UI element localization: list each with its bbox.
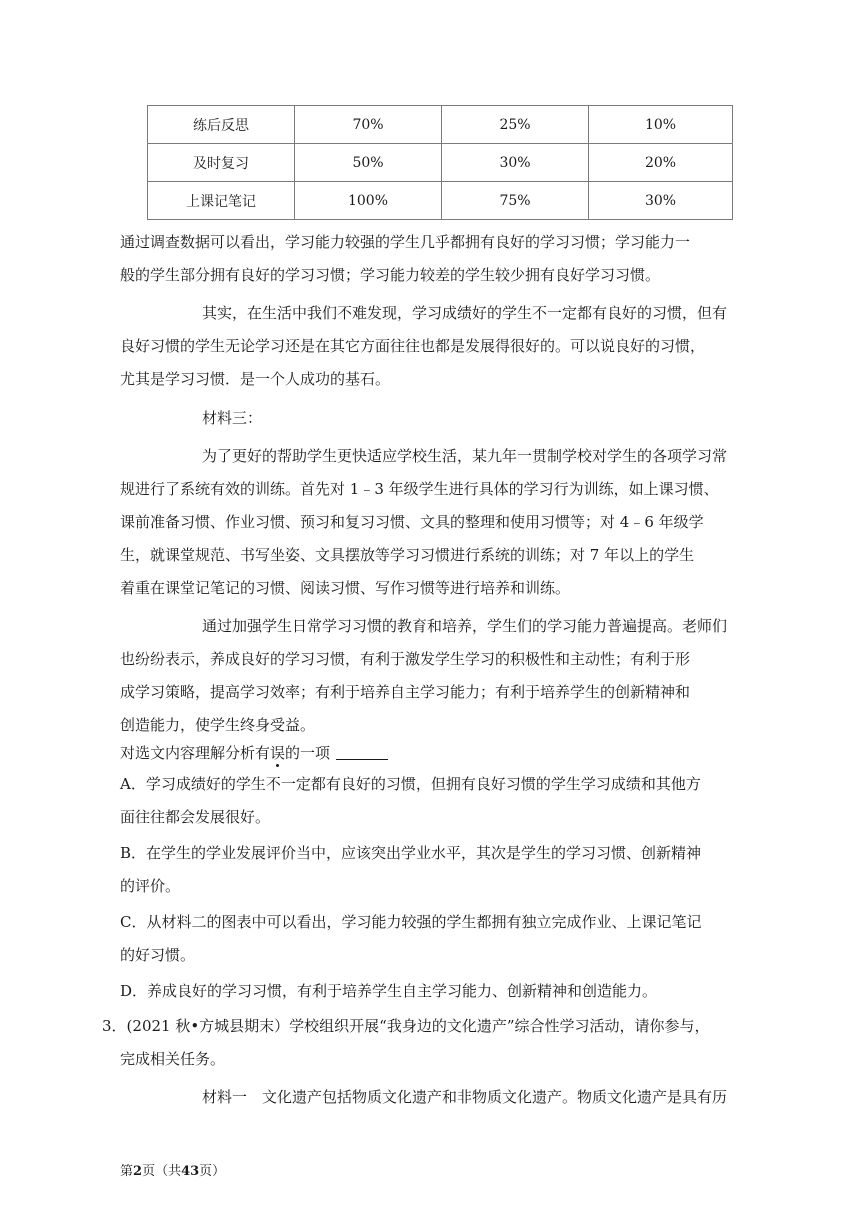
table-row xyxy=(148,144,733,182)
stem-marked-char: 误 xyxy=(270,744,286,762)
question-stem xyxy=(120,743,388,763)
option-b-cont: 的评价。 xyxy=(120,877,181,895)
option-a: A．学习成绩好的学生不一定都有良好的习惯，但拥有良好习惯的学生学习成绩和其他方 xyxy=(120,775,701,793)
body-line: 为了更好的帮助学生更快适应学校生活，某九年一贯制学校对学生的各项学习常 xyxy=(202,447,728,465)
cell-strong: 70% xyxy=(295,106,442,144)
option-d: D．养成良好的学习习惯，有利于培养学生自主学习能力、创新精神和创造能力。 xyxy=(120,982,658,1000)
question-3-stem-cont: 完成相关任务。 xyxy=(120,1050,226,1068)
total-page-number: 43 xyxy=(181,1164,200,1179)
row-label: 及时复习 xyxy=(148,144,295,182)
body-line: 通过调查数据可以看出，学习能力较强的学生几乎都拥有良好的学习习惯；学习能力一 xyxy=(120,233,691,251)
row-label: 练后反思 xyxy=(148,106,295,144)
body-line: 也纷纷表示，养成良好的学习习惯，有利于激发学生学习的积极性和主动性；有利于形 xyxy=(120,650,691,668)
body-line: 规进行了系统有效的训练。首先对 1﹣3 年级学生进行具体的学习行为训练，如上课习惯、 xyxy=(120,480,719,498)
emphasis-dot-icon xyxy=(276,764,279,767)
body-line: 良好习惯的学生无论学习还是在其它方面往往也都是发展得很好的。可以说良好的习惯， xyxy=(120,337,706,355)
answer-blank[interactable] xyxy=(336,743,388,760)
body-line: 般的学生部分拥有良好的学习习惯；学习能力较差的学生较少拥有良好学习习惯。 xyxy=(120,266,661,284)
stem-text: 对选文内容理解分析有 xyxy=(120,744,271,762)
stem-text: 的一项 xyxy=(285,744,331,762)
table-row xyxy=(148,182,733,220)
survey-table xyxy=(147,105,733,220)
cell-average: 75% xyxy=(442,182,589,220)
body-line: 成学习策略，提高学习效率；有利于培养自主学习能力；有利于培养学生的创新精神和 xyxy=(120,683,691,701)
table-row xyxy=(148,106,733,144)
cell-strong: 50% xyxy=(295,144,442,182)
cell-average: 30% xyxy=(442,144,589,182)
body-line: 通过加强学生日常学习习惯的教育和培养，学生们的学习能力普遍提高。老师们 xyxy=(202,617,728,635)
option-b: B．在学生的学业发展评价当中，应该突出学业水平，其次是学生的学习习惯、创新精神 xyxy=(120,844,702,862)
body-line: 着重在课堂记笔记的习惯、阅读习惯、写作习惯等进行培养和训练。 xyxy=(120,579,571,597)
body-line: 课前准备习惯、作业习惯、预习和复习习惯、文具的整理和使用习惯等；对 4﹣6 年级学 xyxy=(120,513,704,531)
cell-average: 25% xyxy=(442,106,589,144)
current-page-number: 2 xyxy=(133,1164,143,1179)
emphasis-mark xyxy=(270,744,285,762)
section-heading: 材料三： xyxy=(202,409,263,427)
cell-weak: 20% xyxy=(589,144,733,182)
material-one-line: 材料一 文化遗产包括物质文化遗产和非物质文化遗产。物质文化遗产是具有历 xyxy=(202,1088,728,1106)
cell-strong: 100% xyxy=(295,182,442,220)
body-line: 生，就课堂规范、书写坐姿、文具摆放等学习习惯进行系统的训练；对 7 年以上的学生 xyxy=(120,546,695,564)
option-a-cont: 面往往都会发展很好。 xyxy=(120,808,271,826)
body-line: 尤其是学习习惯．是一个人成功的基石。 xyxy=(120,370,391,388)
body-line: 创造能力，使学生终身受益。 xyxy=(120,716,316,734)
cell-weak: 10% xyxy=(589,106,733,144)
page-footer xyxy=(120,1160,225,1179)
body-line: 其实，在生活中我们不难发现，学习成绩好的学生不一定都有良好的习惯，但有 xyxy=(202,304,728,322)
footer-text: 页（共 xyxy=(142,1164,182,1179)
footer-text: 第 xyxy=(120,1164,134,1179)
question-3-stem: 3．(2021 秋•方城县期末）学校组织开展“我身边的文化遗产”综合性学习活动，请你参与， xyxy=(102,1017,710,1035)
row-label: 上课记笔记 xyxy=(148,182,295,220)
footer-text: 页） xyxy=(199,1164,226,1179)
cell-weak: 30% xyxy=(589,182,733,220)
option-c: C．从材料二的图表中可以看出，学习能力较强的学生都拥有独立完成作业、上课记笔记 xyxy=(120,913,702,931)
option-c-cont: 的好习惯。 xyxy=(120,946,196,964)
